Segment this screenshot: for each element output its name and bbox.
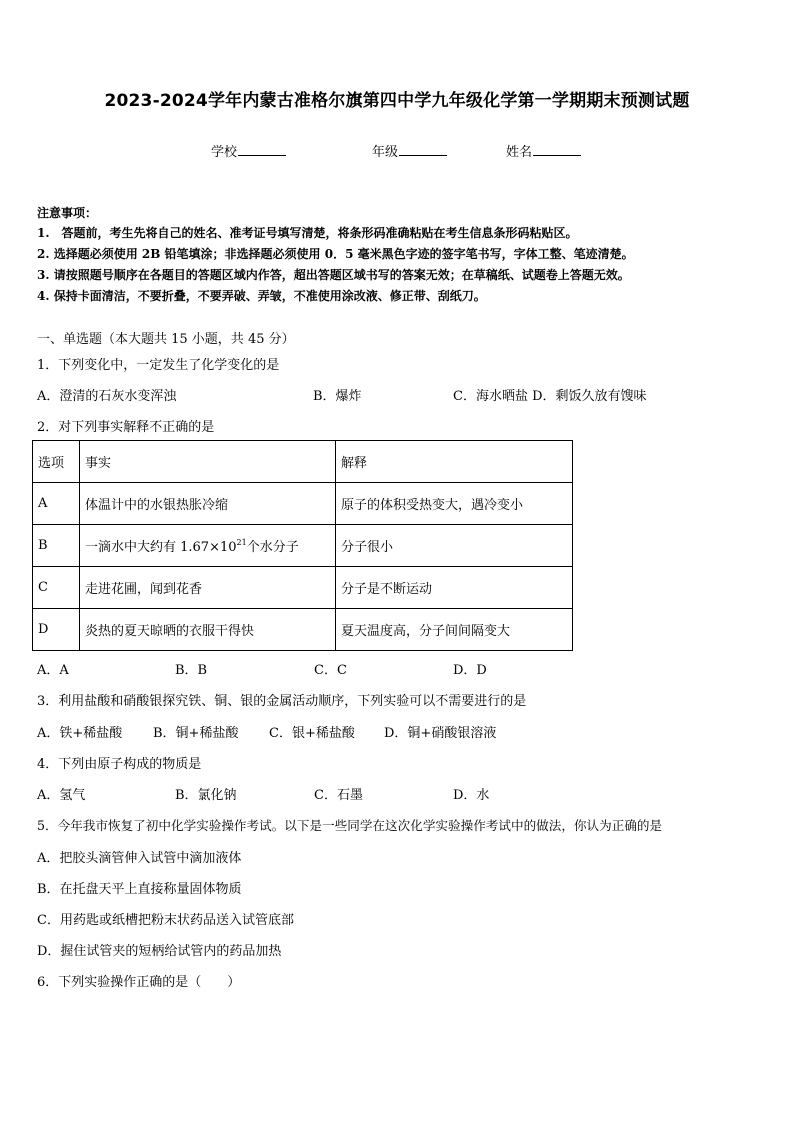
option-d[interactable]: D．D bbox=[453, 663, 487, 678]
table-cell: 炎热的夏天晾晒的衣服干得快 bbox=[80, 609, 336, 651]
notice-item: 2. 选择题必须使用 2B 铅笔填涂；非选择题必须使用 0．5 毫米黑色字迹的签字笔书写，字体工整、笔迹清楚。 bbox=[37, 247, 634, 261]
option-a[interactable]: A．铁+稀盐酸 bbox=[37, 726, 123, 741]
table-header-cell: 解释 bbox=[336, 441, 573, 483]
table-cell: 原子的体积受热变大，遇冷变小 bbox=[336, 483, 573, 525]
grade-label: 年级 bbox=[372, 145, 399, 160]
notice-item: 4. 保持卡面清洁，不要折叠，不要弄破、弄皱，不准使用涂改液、修正带、刮纸刀。 bbox=[37, 289, 486, 303]
table-cell: D bbox=[33, 609, 80, 651]
option-a[interactable]: A．把胶头滴管伸入试管中滴加液体 bbox=[37, 851, 242, 866]
option-c[interactable]: C．C bbox=[314, 663, 347, 678]
option-b[interactable]: B．爆炸 bbox=[313, 389, 362, 404]
question-stem: 5．今年我市恢复了初中化学实验操作考试。以下是一些同学在这次化学实验操作考试中的做法，你认为正确的是 bbox=[37, 818, 663, 833]
grade-blank[interactable] bbox=[399, 143, 447, 156]
section-heading: 一、单选题（本大题共 15 小题，共 45 分） bbox=[37, 332, 295, 347]
school-field[interactable] bbox=[211, 141, 286, 160]
option-b[interactable]: B．在托盘天平上直接称量固体物质 bbox=[37, 882, 242, 897]
cell-text: 个水分子 bbox=[246, 540, 299, 555]
page-title: 2023-2024学年内蒙古准格尔旗第四中学九年级化学第一学期期末预测试题 bbox=[104, 91, 690, 111]
table-cell: 分子是不断运动 bbox=[336, 567, 573, 609]
option-a[interactable]: A．氢气 bbox=[37, 788, 86, 803]
table-row bbox=[33, 567, 573, 609]
question-stem: 2．对下列事实解释不正确的是 bbox=[37, 420, 215, 435]
school-label: 学校 bbox=[211, 145, 238, 160]
question-stem: 1．下列变化中，一定发生了化学变化的是 bbox=[37, 358, 280, 373]
notice-item: 1. 答题前，考生先将自己的姓名、准考证号填写清楚，将条形码准确粘贴在考生信息条形码粘贴区。 bbox=[37, 226, 578, 240]
option-b[interactable]: B．氯化钠 bbox=[175, 788, 237, 803]
table-cell: 走进花圃，闻到花香 bbox=[80, 567, 336, 609]
exponent: 21 bbox=[236, 538, 247, 547]
option-cd[interactable]: C．海水晒盐 D．剩饭久放有馊味 bbox=[453, 389, 647, 404]
school-blank[interactable] bbox=[238, 143, 286, 156]
table-row bbox=[33, 609, 573, 651]
table-cell: A bbox=[33, 483, 80, 525]
option-c[interactable]: C．银+稀盐酸 bbox=[269, 726, 355, 741]
question-stem: 6．下列实验操作正确的是（ ） bbox=[37, 975, 241, 990]
table-cell: 体温计中的水银热胀冷缩 bbox=[80, 483, 336, 525]
question-stem: 4．下列由原子构成的物质是 bbox=[37, 757, 202, 772]
table-cell: B bbox=[33, 525, 80, 567]
option-c[interactable]: C．用药匙或纸槽把粉末状药品送入试管底部 bbox=[37, 913, 294, 928]
option-a[interactable]: A．A bbox=[37, 663, 69, 678]
table-cell: C bbox=[33, 567, 80, 609]
table-row bbox=[33, 483, 573, 525]
option-d[interactable]: D．水 bbox=[453, 788, 490, 803]
name-field[interactable] bbox=[506, 141, 581, 160]
name-blank[interactable] bbox=[533, 143, 581, 156]
grade-field[interactable] bbox=[372, 141, 447, 160]
option-a[interactable]: A．澄清的石灰水变浑浊 bbox=[37, 389, 177, 404]
table-cell: 夏天温度高，分子间间隔变大 bbox=[336, 609, 573, 651]
table-cell bbox=[80, 525, 336, 567]
option-b[interactable]: B．铜+稀盐酸 bbox=[153, 726, 239, 741]
table-header-row bbox=[33, 441, 573, 483]
cell-text: 一滴水中大约有 1.67×10 bbox=[85, 540, 237, 555]
name-label: 姓名 bbox=[506, 145, 533, 160]
option-d[interactable]: D．握住试管夹的短柄给试管内的药品加热 bbox=[37, 944, 282, 959]
table-cell: 分子很小 bbox=[336, 525, 573, 567]
table-header-cell: 事实 bbox=[80, 441, 336, 483]
option-c[interactable]: C．石墨 bbox=[314, 788, 363, 803]
notice-heading: 注意事项： bbox=[37, 206, 98, 220]
notice-item: 3. 请按照题号顺序在各题目的答题区域内作答，超出答题区域书写的答案无效；在草稿纸、试题卷上答题无效。 bbox=[37, 268, 630, 282]
option-b[interactable]: B．B bbox=[175, 663, 208, 678]
question-stem: 3．利用盐酸和硝酸银探究铁、铜、银的金属活动顺序，下列实验可以不需要进行的是 bbox=[37, 694, 527, 709]
table-header-cell: 选项 bbox=[33, 441, 80, 483]
table-row bbox=[33, 525, 573, 567]
option-d[interactable]: D．铜+硝酸银溶液 bbox=[384, 726, 497, 741]
comparison-table bbox=[32, 440, 573, 651]
